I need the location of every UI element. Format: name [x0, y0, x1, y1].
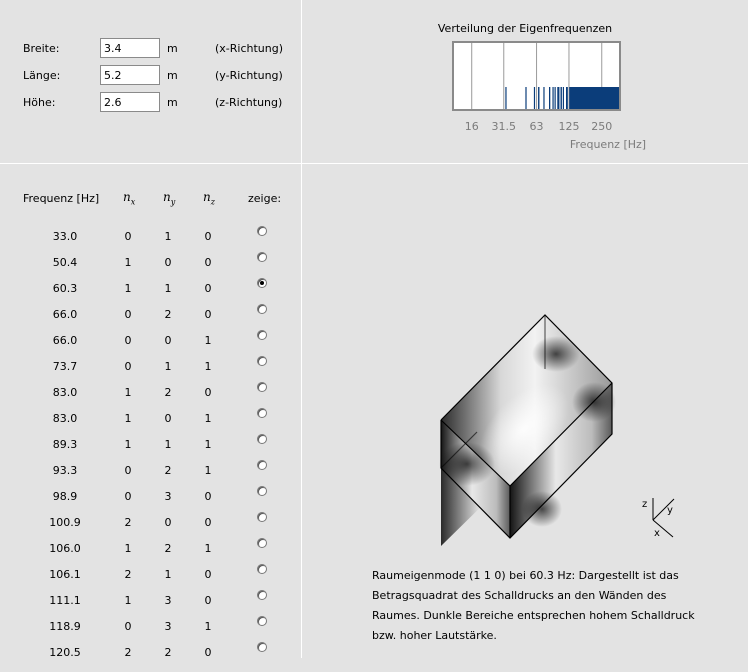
mode-nz: 0	[204, 568, 212, 581]
show-mode-radio[interactable]	[257, 408, 267, 418]
caption-line: bzw. hoher Lautstärke.	[372, 629, 497, 642]
mode-ny: 1	[164, 438, 172, 451]
show-mode-radio[interactable]	[257, 460, 267, 470]
table-row	[0, 542, 301, 568]
mode-nz: 0	[204, 230, 212, 243]
caption-line: Raumes. Dunkle Bereiche entsprechen hohem Schalldruck	[372, 609, 695, 622]
show-mode-radio[interactable]	[257, 252, 267, 262]
mode-nz: 1	[204, 438, 212, 451]
mode-ny: 1	[164, 230, 172, 243]
mode-nx: 0	[124, 230, 132, 243]
header-nz-n: n	[203, 190, 211, 204]
caption-line: Raumeigenmode (1 1 0) bei 60.3 Hz: Dargestellt ist das	[372, 569, 679, 582]
length-direction: (y-Richtung)	[215, 69, 283, 82]
mode-nx: 0	[124, 360, 132, 373]
tick-label: 63	[529, 120, 544, 133]
header-nx	[123, 190, 135, 206]
axis-y-label: y	[667, 505, 673, 516]
table-row	[0, 594, 301, 620]
length-unit: m	[167, 69, 178, 82]
mode-nz: 0	[204, 594, 212, 607]
height-row	[0, 92, 301, 114]
mode-frequency: 100.9	[49, 516, 81, 529]
mode-nx: 0	[124, 620, 132, 633]
length-input[interactable]	[100, 65, 160, 85]
mode-nz: 0	[204, 386, 212, 399]
length-label: Länge:	[23, 69, 61, 82]
mode-nz: 0	[204, 646, 212, 659]
mode-ny: 2	[164, 464, 172, 477]
mode-frequency: 60.3	[52, 282, 78, 295]
mode-nx: 0	[124, 464, 132, 477]
xlabel-text: Frequenz [Hz]	[569, 138, 647, 151]
table-row	[0, 464, 301, 490]
header-ny-sub: y	[170, 197, 176, 207]
mode-nz: 0	[204, 282, 212, 295]
mode-ny: 2	[164, 646, 172, 659]
distribution-svg	[454, 43, 619, 109]
show-mode-radio[interactable]	[257, 356, 267, 366]
mode-ny: 0	[164, 412, 172, 425]
tick-label: 16	[464, 120, 479, 133]
mode-frequency: 93.3	[52, 464, 78, 477]
mode-nx: 2	[124, 646, 132, 659]
show-mode-radio[interactable]	[257, 642, 267, 652]
width-direction: (x-Richtung)	[215, 42, 284, 55]
mode-ny: 1	[164, 360, 172, 373]
table-row	[0, 620, 301, 646]
mode-nz: 1	[204, 334, 212, 347]
mode-nx: 1	[124, 594, 132, 607]
mode-nz: 1	[204, 360, 212, 373]
tick-label: 250	[591, 120, 613, 133]
mode-nz: 1	[204, 412, 212, 425]
mode-nx: 1	[124, 386, 132, 399]
header-nz-sub: z	[210, 197, 215, 207]
eigenmode-table	[0, 164, 301, 658]
table-row	[0, 334, 301, 360]
width-row	[0, 38, 301, 60]
mode-visualization-panel	[302, 164, 748, 658]
show-mode-radio[interactable]	[257, 538, 267, 548]
mode-caption	[372, 566, 722, 646]
header-nx-sub: x	[130, 197, 136, 207]
table-row	[0, 230, 301, 256]
mode-nx: 2	[124, 568, 132, 581]
table-row	[0, 646, 301, 672]
mode-ny: 3	[164, 490, 172, 503]
table-row	[0, 516, 301, 542]
mode-frequency: 66.0	[52, 308, 78, 321]
show-mode-radio[interactable]	[257, 304, 267, 314]
show-mode-radio[interactable]	[257, 382, 267, 392]
mode-frequency: 111.1	[49, 594, 81, 607]
mode-ny: 1	[164, 568, 172, 581]
room-dimensions-panel	[0, 0, 301, 163]
height-direction: (z-Richtung)	[215, 96, 283, 109]
mode-nz: 0	[204, 308, 212, 321]
mode-nx: 1	[124, 412, 132, 425]
mode-ny: 1	[164, 282, 172, 295]
pressure-dark-spot-bottom	[522, 491, 562, 527]
mode-nx: 1	[124, 282, 132, 295]
mode-frequency: 33.0	[52, 230, 78, 243]
show-mode-radio[interactable]	[257, 564, 267, 574]
mode-nz: 0	[204, 516, 212, 529]
mode-frequency: 118.9	[49, 620, 81, 633]
frequency-distribution-panel	[302, 0, 748, 163]
show-mode-radio[interactable]	[257, 330, 267, 340]
mode-frequency: 120.5	[49, 646, 81, 659]
mode-nz: 1	[204, 542, 212, 555]
mode-frequency: 106.0	[49, 542, 81, 555]
header-nz	[203, 190, 215, 206]
axis-z-label: z	[642, 499, 648, 510]
distribution-xlabel	[302, 138, 748, 151]
table-row	[0, 308, 301, 334]
tick-label: 31.5	[491, 120, 517, 133]
dense-modes-band	[569, 87, 619, 109]
mode-frequency: 83.0	[52, 412, 78, 425]
show-mode-radio[interactable]	[257, 590, 267, 600]
mode-ny: 2	[164, 308, 172, 321]
mode-frequency: 73.7	[52, 360, 78, 373]
mode-frequency: 66.0	[52, 334, 78, 347]
mode-frequency: 50.4	[52, 256, 78, 269]
mode-nx: 1	[124, 256, 132, 269]
mode-nx: 0	[124, 334, 132, 347]
mode-nx: 0	[124, 308, 132, 321]
mode-ny: 0	[164, 516, 172, 529]
axis-x-label: x	[654, 528, 660, 539]
show-mode-radio[interactable]	[257, 512, 267, 522]
table-row	[0, 360, 301, 386]
height-unit: m	[167, 96, 178, 109]
header-show: zeige:	[248, 192, 282, 205]
mode-nx: 0	[124, 490, 132, 503]
distribution-plot	[452, 41, 621, 111]
width-unit: m	[167, 42, 178, 55]
mode-nz: 1	[204, 464, 212, 477]
mode-ny: 2	[164, 542, 172, 555]
tick-label: 125	[558, 120, 580, 133]
caption-line: Betragsquadrat des Schalldrucks an den Wänden des	[372, 589, 667, 602]
mode-nx: 2	[124, 516, 132, 529]
header-frequency: Frequenz [Hz]	[23, 192, 100, 205]
show-mode-radio[interactable]	[257, 278, 267, 288]
mode-nx: 1	[124, 438, 132, 451]
show-mode-radio[interactable]	[257, 486, 267, 496]
length-row	[0, 65, 301, 87]
header-ny-n: n	[163, 190, 171, 204]
mode-nz: 0	[204, 490, 212, 503]
show-mode-radio[interactable]	[257, 616, 267, 626]
mode-frequency: 83.0	[52, 386, 78, 399]
mode-nz: 0	[204, 256, 212, 269]
table-row	[0, 282, 301, 308]
distribution-title: Verteilung der Eigenfrequenzen	[437, 22, 613, 35]
mode-frequency: 89.3	[52, 438, 78, 451]
table-row	[0, 490, 301, 516]
mode-nz: 1	[204, 620, 212, 633]
table-row	[0, 568, 301, 594]
mode-ny: 3	[164, 620, 172, 633]
table-row	[0, 386, 301, 412]
width-input[interactable]	[100, 38, 160, 58]
width-label: Breite:	[23, 42, 60, 55]
mode-frequency: 98.9	[52, 490, 78, 503]
header-nx-n: n	[123, 190, 131, 204]
show-mode-radio[interactable]	[257, 226, 267, 236]
table-row	[0, 256, 301, 282]
mode-ny: 2	[164, 386, 172, 399]
table-row	[0, 412, 301, 438]
mode-frequency: 106.1	[49, 568, 81, 581]
show-mode-radio[interactable]	[257, 434, 267, 444]
pressure-dark-spot-top	[532, 336, 580, 372]
mode-ny: 0	[164, 334, 172, 347]
header-ny	[163, 190, 175, 206]
mode-ny: 3	[164, 594, 172, 607]
height-label: Höhe:	[23, 96, 56, 109]
table-row	[0, 438, 301, 464]
mode-nx: 1	[124, 542, 132, 555]
height-input[interactable]	[100, 92, 160, 112]
mode-ny: 0	[164, 256, 172, 269]
